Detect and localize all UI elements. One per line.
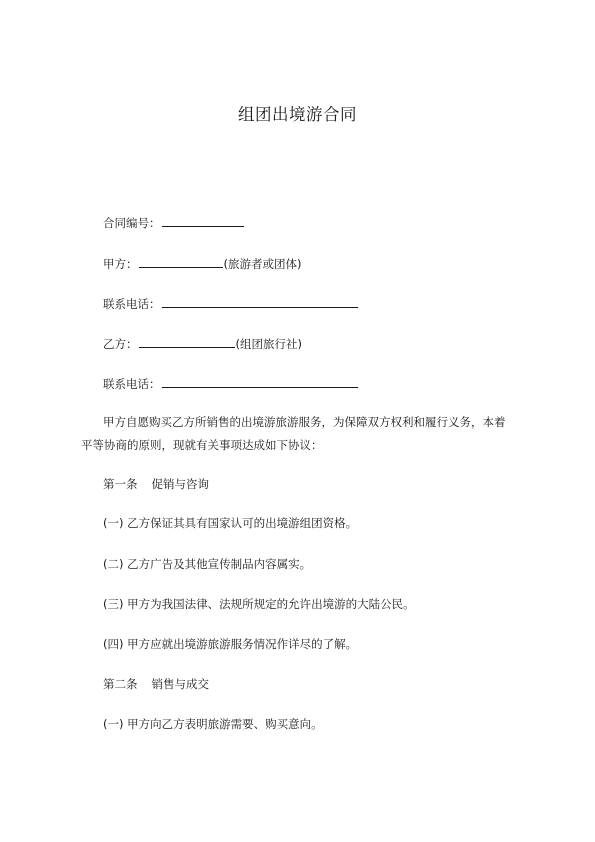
party-a-phone-label: 联系电话： bbox=[103, 297, 161, 311]
party-a-phone-blank[interactable] bbox=[162, 295, 358, 308]
party-a-phone-line bbox=[103, 295, 359, 313]
party-a-line bbox=[103, 255, 301, 273]
article-2-item-1: (一) 甲方向乙方表明旅游需要、购买意向。 bbox=[103, 717, 323, 731]
party-b-blank[interactable] bbox=[139, 335, 235, 348]
article-1-item-3: (三) 甲方为我国法律、法规所规定的允许出境游的大陆公民。 bbox=[103, 597, 415, 611]
article-1-item-4: (四) 甲方应就出境游旅游服务情况作详尽的了解。 bbox=[103, 637, 358, 651]
party-a-label: 甲方： bbox=[103, 257, 138, 271]
party-b-phone-line bbox=[103, 375, 359, 393]
party-b-note: (组团旅行社) bbox=[235, 337, 302, 351]
contract-number-blank[interactable] bbox=[162, 214, 244, 227]
article-2-heading bbox=[103, 675, 209, 693]
contract-number-label: 合同编号： bbox=[103, 216, 161, 230]
article-1-item-2: (二) 乙方广告及其他宣传制品内容属实。 bbox=[103, 557, 312, 571]
article-1-title: 促销与咨询 bbox=[151, 477, 209, 491]
party-a-blank[interactable] bbox=[139, 255, 223, 268]
intro-line-2: 平等协商的原则，现就有关事项达成如下协议： bbox=[81, 438, 323, 452]
party-b-line bbox=[103, 335, 302, 353]
article-1-number: 第一条 bbox=[103, 477, 138, 491]
party-b-phone-label: 联系电话： bbox=[103, 377, 161, 391]
document-title: 组团出境游合同 bbox=[238, 105, 357, 124]
party-b-label: 乙方： bbox=[103, 337, 138, 351]
intro-line-1: 甲方自愿购买乙方所销售的出境游旅游服务，为保障双方权利和履行义务，本着 bbox=[103, 415, 506, 429]
article-2-number: 第二条 bbox=[103, 677, 138, 691]
article-1-heading bbox=[103, 475, 209, 493]
party-a-note: (旅游者或团体) bbox=[223, 257, 302, 271]
article-1-item-1: (一) 乙方保证其具有国家认可的出境游组团资格。 bbox=[103, 516, 358, 530]
article-2-title: 销售与成交 bbox=[151, 677, 209, 691]
party-b-phone-blank[interactable] bbox=[162, 375, 358, 388]
contract-number-line bbox=[103, 214, 245, 232]
